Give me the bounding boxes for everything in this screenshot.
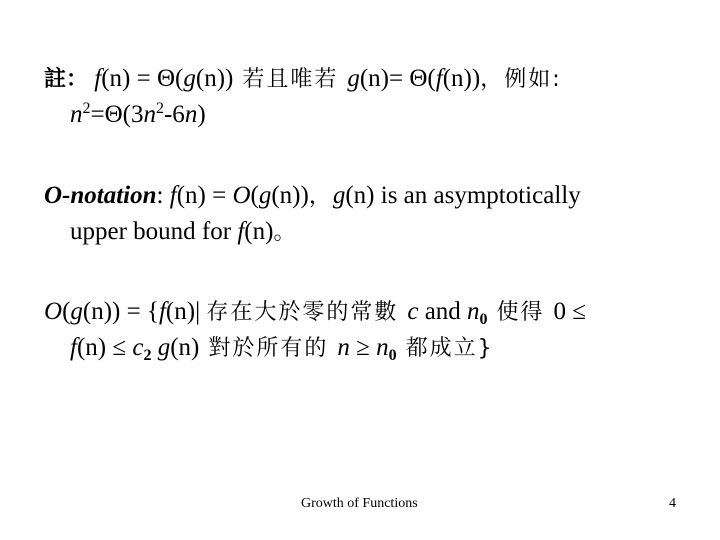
arg-n: (n) [170,334,200,361]
subscript-zero: 0 [479,311,488,328]
upper-bound-text: upper bound for [70,218,238,245]
arg-n: (n)) [195,65,234,92]
minus-term: -6 [163,101,185,128]
f-symbol: f [169,182,177,209]
arg-n: (n)) [442,65,481,92]
holds-text: 都成立} [396,336,494,361]
and-text: and [418,298,468,325]
equals: = [205,182,233,209]
iff-text: 若且唯若 [233,67,348,92]
theta-equals: = Θ( [130,65,184,92]
note-line-1 [44,64,562,95]
g-symbol: g [347,65,360,92]
c-var: c [407,298,419,325]
onotation-line-2 [70,217,297,248]
le-sign: ≤ [106,334,133,361]
big-o-symbol: O [44,298,63,325]
cjk-period: 。 [273,220,298,245]
colon: : [156,182,170,209]
f-symbol: f [237,218,245,245]
arg-n-bar: (n)| [165,298,207,325]
exponent: 2 [82,100,91,117]
g-symbol: g [70,298,83,325]
ge-sign: ≥ [349,334,377,361]
f-symbol: f [435,65,443,92]
such-that-text: 使得 [487,300,554,325]
arg-n: (n) [76,334,107,361]
n-var: n [337,334,350,361]
arg-n: (n) [176,182,206,209]
theta-equals: = Θ( [389,65,436,92]
theta-expr: =Θ(3 [90,101,144,128]
exponent: 2 [155,100,164,117]
example-text: ，例如: [480,67,562,92]
n-var: n [467,298,480,325]
n-var: n [376,334,389,361]
definition-line-1 [44,297,586,328]
cjk-comma: ， [308,184,333,209]
n-var: n [143,101,156,128]
set-open: (n)) = { [82,298,159,325]
arg-n: (n) [345,182,375,209]
open-paren: ( [62,298,71,325]
note-line-2 [70,100,206,130]
forall-text: 對於所有的 [199,336,338,361]
arg-n: (n)) [271,182,309,209]
asymptotic-description: is an asymptotically [374,182,581,209]
arg-n: (n) [244,218,274,245]
n-var: n [70,101,83,128]
n-var: n [184,101,198,128]
f-symbol: f [158,298,166,325]
o-notation-term: O-notation [44,182,157,209]
zero-le: 0 ≤ [553,298,587,325]
g-symbol: g [258,182,272,209]
f-symbol: f [70,334,77,361]
big-o-symbol: O [232,182,251,209]
note-colon: ： [66,67,89,92]
g-symbol: g [183,65,196,92]
note-label: 註 [44,67,67,92]
g-symbol: g [332,182,346,209]
c-var: c [132,334,144,361]
subscript-two: 2 [143,347,152,364]
subscript-zero: 0 [388,347,397,364]
arg-n: (n) [101,65,131,92]
footer-title: Growth of Functions [301,496,418,511]
page-number: 4 [669,496,676,511]
g-symbol: g [157,334,171,361]
definition-line-2 [70,333,494,364]
onotation-line-1 [44,181,581,212]
open-paren: ( [250,182,259,209]
f-symbol: f [94,65,102,92]
exists-text: 存在大於零的常數 [206,300,408,325]
arg-n: (n) [359,65,390,92]
close-paren: ) [197,101,206,128]
